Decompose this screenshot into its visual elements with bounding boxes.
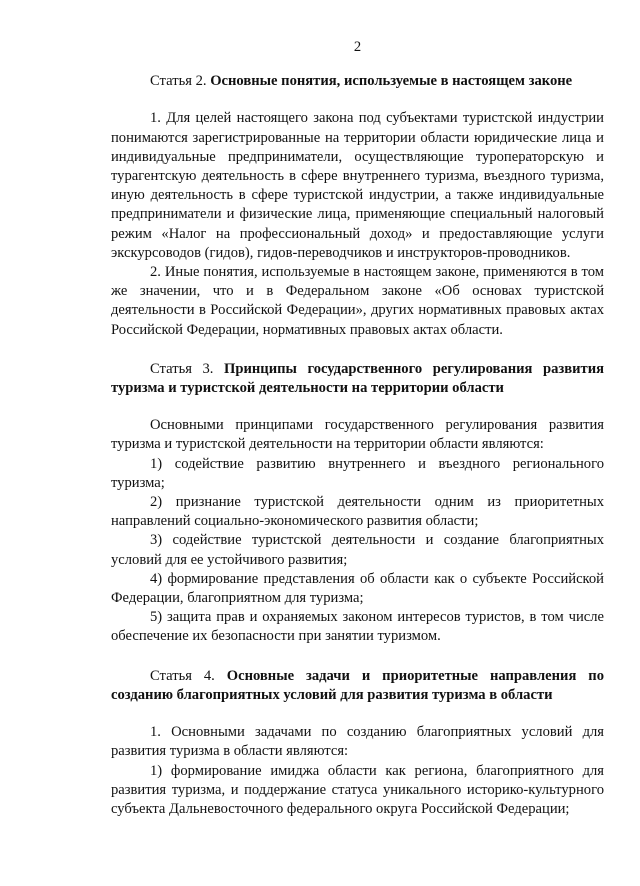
article-4-item-1: 1) формирование имиджа области как региона, благоприятного для развития туризма, и поддержание статуса уникального историко-культурного субъекта Дальневосточного федерального округа Российской Федерации;	[111, 762, 604, 817]
article-3-item-3: 3) содействие туристской деятельности и создание благоприятных условий для ее устойчивого развития;	[111, 532, 604, 568]
article-2-paragraph-2: 2. Иные понятия, используемые в настоящем законе, применяются в том же значении, что и в Федеральном законе «Об основах туристской деятельности в Российской Федерации», других нормативных правовых актах Российской Федерации, нормативных правовых актах области.	[111, 264, 604, 338]
page-number: 2	[353, 39, 362, 55]
article-3-item-1: 1) содействие развитию внутреннего и въездного регионального туризма;	[111, 455, 604, 491]
article-3	[111, 360, 604, 647]
article-4-prefix: Статья 4.	[150, 667, 227, 684]
article-4	[111, 667, 604, 819]
article-3-item-4: 4) формирование представления об области как о субъекте Российской Федерации, благоприятном для туризма;	[111, 570, 604, 607]
article-3-heading	[111, 360, 604, 398]
article-4-paragraph-1: 1. Основными задачами по созданию благоприятных условий для развития туризма в области являются:	[111, 724, 604, 760]
article-2-paragraph-1: 1. Для целей настоящего закона под субъектами туристской индустрии понимаются зарегистрированные на территории области юридические лица и индивидуальные предприниматели, осуществляющие туроператорскую и турагентскую деятельность в сфере внутреннего туризма, въездного туризма, иную деятельность в сфере туристской индустрии, а также индивидуальные предприниматели и физические лица, применяющие специальный налоговый режим «Налог на профессиональный доход» и предоставляющие услуги экскурсоводов (гидов), гидов-переводчиков и инструкторов-проводников.	[111, 110, 604, 261]
article-4-title: Основные задачи и приоритетные направления по созданию благоприятных условий для развития туризма в области	[111, 667, 604, 703]
article-2-prefix: Статья 2.	[150, 73, 211, 90]
article-3-paragraph-intro: Основными принципами государственного регулирования развития туризма и туристской деятельности на территории области являются:	[111, 417, 604, 453]
article-2-title: Основные понятия, используемые в настоящем законе	[210, 73, 573, 90]
article-2	[111, 72, 604, 340]
article-4-heading	[111, 667, 604, 705]
article-3-item-2: 2) признание туристской деятельности одним из приоритетных направлений социально-экономического развития области;	[111, 494, 604, 530]
article-3-prefix: Статья 3.	[150, 360, 224, 377]
article-2-heading	[111, 72, 604, 91]
article-3-title: Принципы государственного регулирования развития туризма и туристской деятельности на территории области	[111, 360, 604, 397]
article-3-item-5: 5) защита прав и охраняемых законом интересов туристов, в том числе обеспечение их безопасности при занятии туризмом.	[111, 609, 604, 645]
